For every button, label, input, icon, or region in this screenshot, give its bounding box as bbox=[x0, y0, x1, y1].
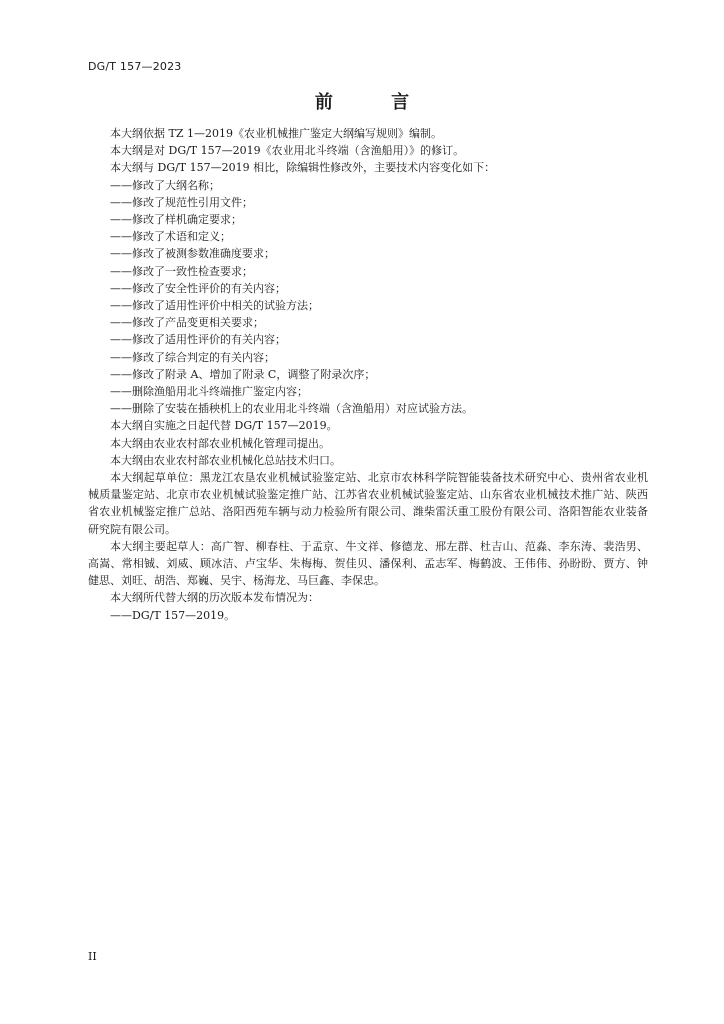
page-title: 前 言 bbox=[314, 92, 436, 113]
paragraph-revision: 本大纲是对 DG/T 157—2019《农业用北斗终端（含渔船用）》的修订。 bbox=[110, 144, 465, 158]
change-item: ——修改了产品变更相关要求； bbox=[110, 316, 264, 330]
paragraph-history-intro: 本大纲所代替大纲的历次版本发布情况为： bbox=[110, 591, 319, 605]
page-number: II bbox=[88, 950, 97, 963]
change-item: ——修改了一致性检查要求； bbox=[110, 264, 253, 278]
change-item: ——修改了术语和定义； bbox=[110, 230, 231, 244]
document-code-header: DG/T 157—2023 bbox=[88, 60, 182, 73]
change-item: ——删除渔船用北斗终端推广鉴定内容； bbox=[110, 385, 308, 399]
change-item: ——修改了被测参数准确度要求； bbox=[110, 247, 275, 261]
change-item: ——修改了适用性评价中相关的试验方法； bbox=[110, 299, 319, 313]
paragraph-replaces: 本大纲自实施之日起代替 DG/T 157—2019。 bbox=[110, 419, 338, 433]
preface-body bbox=[88, 125, 648, 624]
paragraph-centralized-by: 本大纲由农业农村部农业机械化总站技术归口。 bbox=[110, 453, 341, 467]
change-item: ——修改了综合判定的有关内容； bbox=[110, 350, 275, 364]
history-item: ——DG/T 157—2019。 bbox=[110, 608, 236, 622]
paragraph-basis: 本大纲依据 TZ 1—2019《农业机械推广鉴定大纲编写规则》编制。 bbox=[110, 127, 442, 140]
paragraph-drafters: 本大纲主要起草人：高广智、柳春柱、于孟京、牛文祥、修德龙、邢左群、杜吉山、范淼、李东涛、裴浩男、高嵩、常相铖、刘威、顾冰洁、卢宝华、朱梅梅、贺佳贝、潘保利、孟志军、梅鹤波、王伟伟、孙盼盼、贾方、钟健思、刘旺、胡浩、郑巍、吴宇、杨海龙、马巨鑫、李保忠。 bbox=[88, 539, 648, 588]
paragraph-changes-intro: 本大纲与 DG/T 157—2019 相比，除编辑性修改外，主要技术内容变化如下： bbox=[110, 161, 496, 175]
change-item: ——修改了安全性评价的有关内容； bbox=[110, 281, 286, 295]
change-item: ——修改了规范性引用文件； bbox=[110, 195, 253, 209]
paragraph-drafting-units: 本大纲起草单位：黑龙江农垦农业机械试验鉴定站、北京市农林科学院智能装备技术研究中心、贵州省农业机械质量鉴定站、北京市农业机械试验鉴定推广站、江苏省农业机械试验鉴定站、山东省农业机械技术推广站、陕西省农业机械鉴定推广总站、洛阳西苑车辆与动力检验所有限公司、潍柴雷沃重工股份有限公司、洛阳智能农业装备研究院有限公司。 bbox=[88, 471, 648, 536]
change-item: ——修改了适用性评价的有关内容； bbox=[110, 333, 286, 347]
change-item: ——删除了安装在插秧机上的农业用北斗终端（含渔船用）对应试验方法。 bbox=[110, 402, 473, 416]
change-item: ——修改了附录 A、增加了附录 C，调整了附录次序； bbox=[110, 367, 376, 381]
change-item: ——修改了大纲名称； bbox=[110, 178, 220, 192]
change-item: ——修改了样机确定要求； bbox=[110, 213, 242, 227]
paragraph-proposed-by: 本大纲由农业农村部农业机械化管理司提出。 bbox=[110, 436, 330, 450]
